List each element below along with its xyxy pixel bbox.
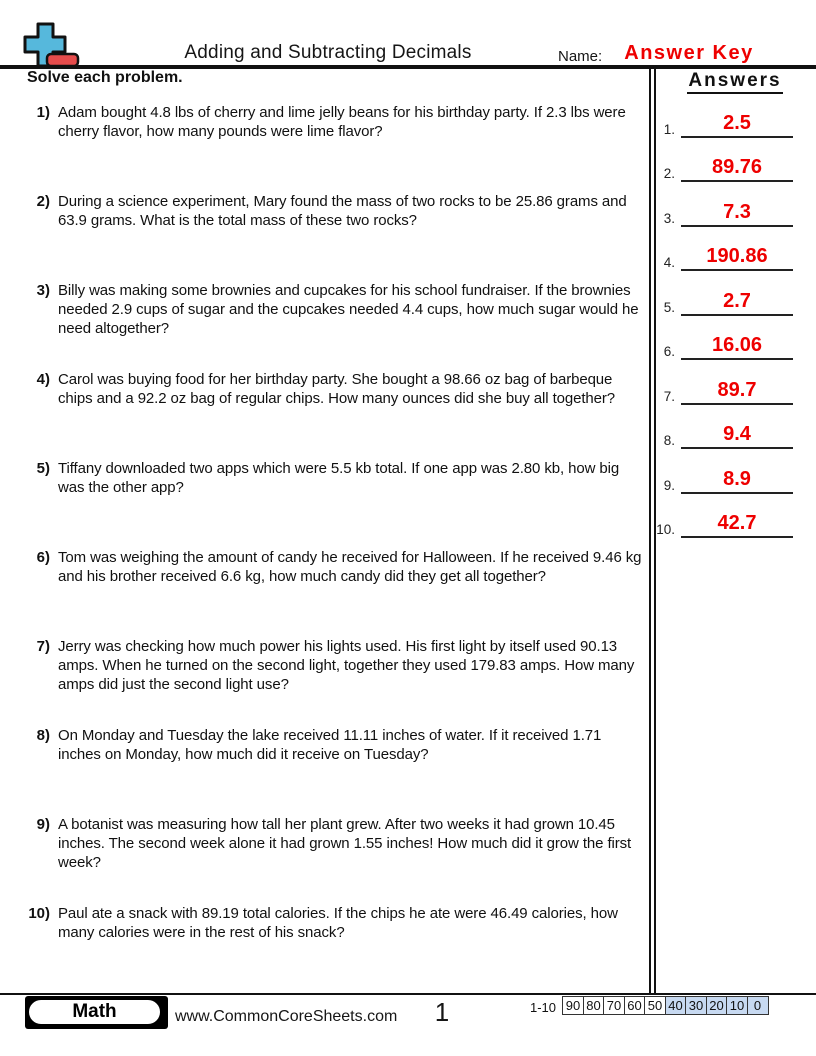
answer-value: 89.7 xyxy=(681,379,793,405)
score-strip xyxy=(562,996,769,1015)
problem-text: Tiffany downloaded two apps which were 5.5 kb total. If one app was 2.80 kb, how big was the other app? xyxy=(58,460,620,496)
answer-value: 9.4 xyxy=(681,423,793,449)
score-cell-80: 80 xyxy=(583,996,605,1015)
answers-heading-label: Answers xyxy=(687,70,782,94)
website-url: www.CommonCoreSheets.com xyxy=(175,1008,398,1025)
answer-value: 190.86 xyxy=(681,245,793,271)
answer-row-2 xyxy=(645,156,795,182)
problem-number: 10) xyxy=(28,905,50,922)
answer-number: 10. xyxy=(656,522,675,537)
problem-3 xyxy=(0,281,646,338)
answer-row-10 xyxy=(645,512,795,538)
answer-row-8 xyxy=(645,423,795,449)
answer-number: 6. xyxy=(663,344,675,359)
problem-text: During a science experiment, Mary found the mass of two rocks to be 25.86 grams and 63.9 grams. What is the total mass of these two rocks? xyxy=(58,193,627,229)
problem-text: Adam bought 4.8 lbs of cherry and lime jelly beans for his birthday party. If 2.3 lbs were cherry flavor, how many pounds were lime flavor? xyxy=(58,104,626,140)
answer-value: 16.06 xyxy=(681,334,793,360)
problem-6 xyxy=(0,548,646,586)
problem-number: 9) xyxy=(36,816,50,833)
answer-row-9 xyxy=(645,468,795,494)
answer-number: 1. xyxy=(663,122,675,137)
problem-number: 5) xyxy=(36,460,50,477)
subject-badge xyxy=(25,996,168,1029)
problem-number: 4) xyxy=(36,371,50,388)
problem-number: 3) xyxy=(36,282,50,299)
answer-value: 89.76 xyxy=(681,156,793,182)
answer-number: 3. xyxy=(663,211,675,226)
problem-text: Carol was buying food for her birthday party. She bought a 98.66 oz bag of barbeque chips and a 92.2 oz bag of regular chips. How many ounces did she buy all together? xyxy=(58,371,616,407)
score-range-label: 1-10 xyxy=(529,1000,556,1015)
problem-8 xyxy=(0,726,646,764)
answer-number: 2. xyxy=(663,166,675,181)
answer-row-1 xyxy=(645,112,795,138)
answer-value: 42.7 xyxy=(681,512,793,538)
problem-text: Tom was weighing the amount of candy he received for Halloween. If he received 9.46 kg and his brother received 6.6 kg, how much candy did they get all together? xyxy=(58,549,642,585)
answer-number: 4. xyxy=(663,255,675,270)
problem-text: On Monday and Tuesday the lake received 11.11 inches of water. If it received 1.71 inches on Monday, how much did it receive on Tuesday? xyxy=(58,727,602,763)
problem-text: Billy was making some brownies and cupcakes for his school fundraiser. If the brownies needed 2.9 cups of sugar and the cupcakes needed 4.4 cups, how much sugar would he need altogether? xyxy=(58,282,639,337)
problem-7 xyxy=(0,637,646,694)
name-label: Name: xyxy=(558,48,603,65)
problem-5 xyxy=(0,459,646,497)
problem-text: Jerry was checking how much power his lights used. His first light by itself used 90.13 amps. When he turned on the second light, together they used 179.83 amps. How many amps did just the second light use? xyxy=(58,638,635,693)
page-number: 1 xyxy=(434,997,450,1027)
score-cell-50: 50 xyxy=(644,996,666,1015)
answer-row-5 xyxy=(645,290,795,316)
score-cell-60: 60 xyxy=(624,996,646,1015)
problem-number: 2) xyxy=(36,193,50,210)
problem-text: Paul ate a snack with 89.19 total calories. If the chips he ate were 46.49 calories, how many calories were in the rest of his snack? xyxy=(58,905,618,941)
problem-text: A botanist was measuring how tall her plant grew. After two weeks it had grown 10.45 inches. The second week alone it had grown 1.55 inches! How much did it grow the first week? xyxy=(58,816,632,871)
answers-heading xyxy=(660,70,810,92)
answer-value: 8.9 xyxy=(681,468,793,494)
score-cell-30: 30 xyxy=(685,996,707,1015)
problem-9 xyxy=(0,815,646,872)
problem-4 xyxy=(0,370,646,408)
answer-row-7 xyxy=(645,379,795,405)
answer-number: 5. xyxy=(663,300,675,315)
answer-value: 2.5 xyxy=(681,112,793,138)
answer-value: 2.7 xyxy=(681,290,793,316)
answer-value: 7.3 xyxy=(681,201,793,227)
problem-number: 6) xyxy=(36,549,50,566)
problem-1 xyxy=(0,103,646,141)
problem-number: 1) xyxy=(36,104,50,121)
score-cell-10: 10 xyxy=(726,996,748,1015)
answer-number: 7. xyxy=(663,389,675,404)
score-cell-0: 0 xyxy=(747,996,769,1015)
score-cell-70: 70 xyxy=(603,996,625,1015)
problem-number: 7) xyxy=(36,638,50,655)
answer-row-3 xyxy=(645,201,795,227)
score-cell-40: 40 xyxy=(665,996,687,1015)
answer-key-label: Answer Key xyxy=(624,42,754,64)
problem-2 xyxy=(0,192,646,230)
answer-row-6 xyxy=(645,334,795,360)
worksheet-title: Adding and Subtracting Decimals xyxy=(184,42,472,63)
footer-rule xyxy=(0,993,816,995)
problem-10 xyxy=(0,904,646,942)
answer-number: 9. xyxy=(663,478,675,493)
subject-label: Math xyxy=(27,998,162,1026)
score-cell-20: 20 xyxy=(706,996,728,1015)
problem-number: 8) xyxy=(36,727,50,744)
score-cell-90: 90 xyxy=(562,996,584,1015)
answer-number: 8. xyxy=(663,433,675,448)
instructions: Solve each problem. xyxy=(27,69,183,86)
answer-row-4 xyxy=(645,245,795,271)
